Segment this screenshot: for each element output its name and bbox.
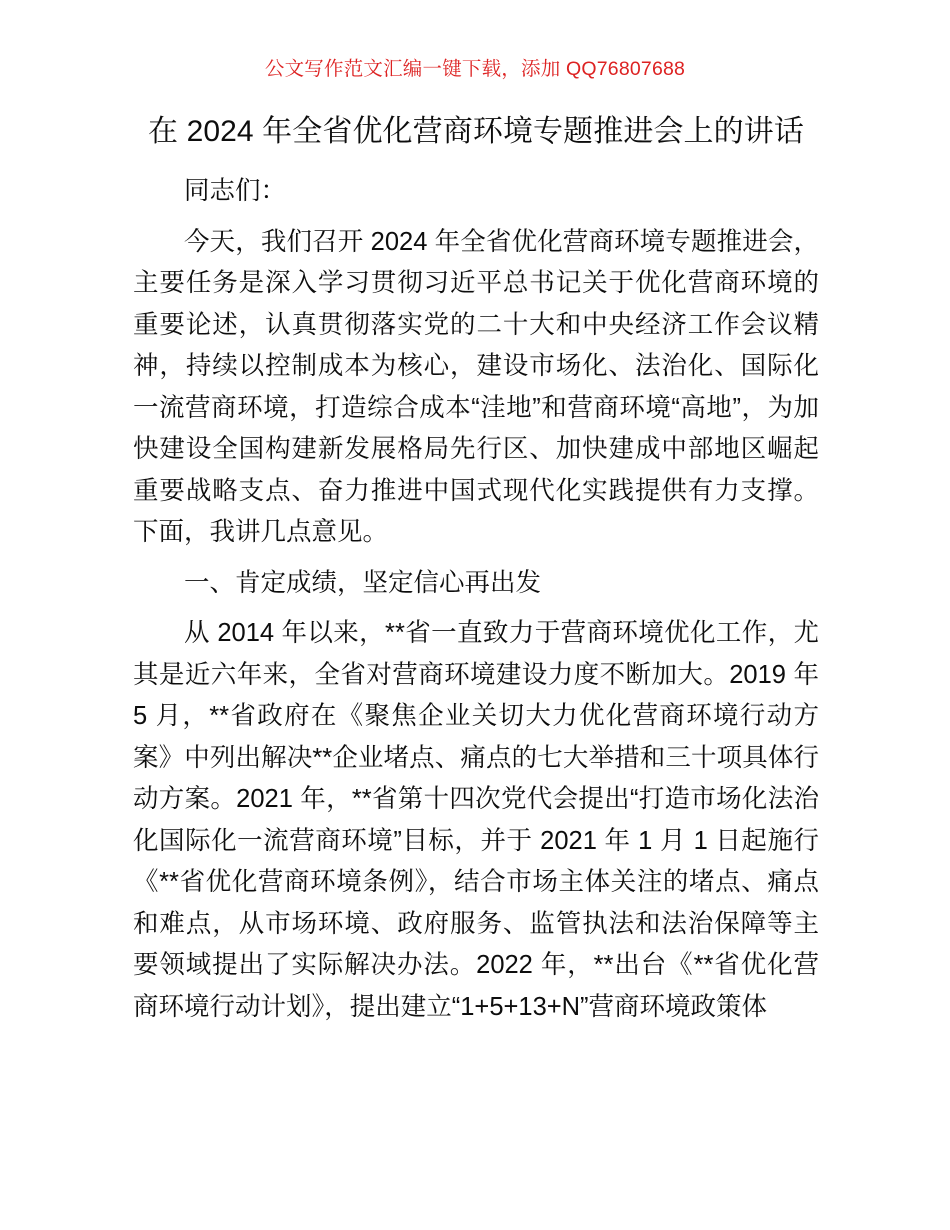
paragraph-section-1-1: 从 2014 年以来，**省一直致力于营商环境优化工作，尤其是近六年来，全省对营商环境建设力度不断加大。2019 年 5 月，**省政府在《聚焦企业关切大力优化营商环境行动方案》中列出解决**企业堵点、痛点的七大举措和三十项具体行动方案。2021 年，**省第十四次党代会提出“打造市场化法治化国际化一流营商环境”目标，并于 2021 年 1 月 1 日起施行《**省优化营商环境条例》，结合市场主体关注的堵点、痛点和难点，从市场环境、政府服务、监管执法和法治保障等主要领域提出了实际解决办法。2022 年，**出台《**省优化营商环境行动计划》，提出建立“1+5+13+N”营商环境政策体 [133, 619, 819, 1021]
document-title: 在 2024 年全省优化营商环境专题推进会上的讲话 [148, 115, 804, 148]
section-heading-1: 一、肯定成绩，坚定信心再出发 [184, 568, 542, 597]
salutation: 同志们： [184, 177, 287, 205]
paragraph-intro: 今天，我们召开 2024 年全省优化营商环境专题推进会，主要任务是深入学习贯彻习近平总书记关于优化营商环境的重要论述，认真贯彻落实党的二十大和中央经济工作会议精神，持续以控制成本为核心，建设市场化、法治化、国际化一流营商环境，打造综合成本“洼地”和营商环境“高地”，为加快建设全国构建新发展格局先行区、加快建成中部地区崛起重要战略支点、奋力推进中国式现代化实践提供有力支撑。下面，我讲几点意见。 [133, 227, 819, 546]
document-body [133, 110, 819, 1028]
promo-header-text: 公文写作范文汇编一键下载，添加 QQ76807688 [264, 58, 686, 80]
